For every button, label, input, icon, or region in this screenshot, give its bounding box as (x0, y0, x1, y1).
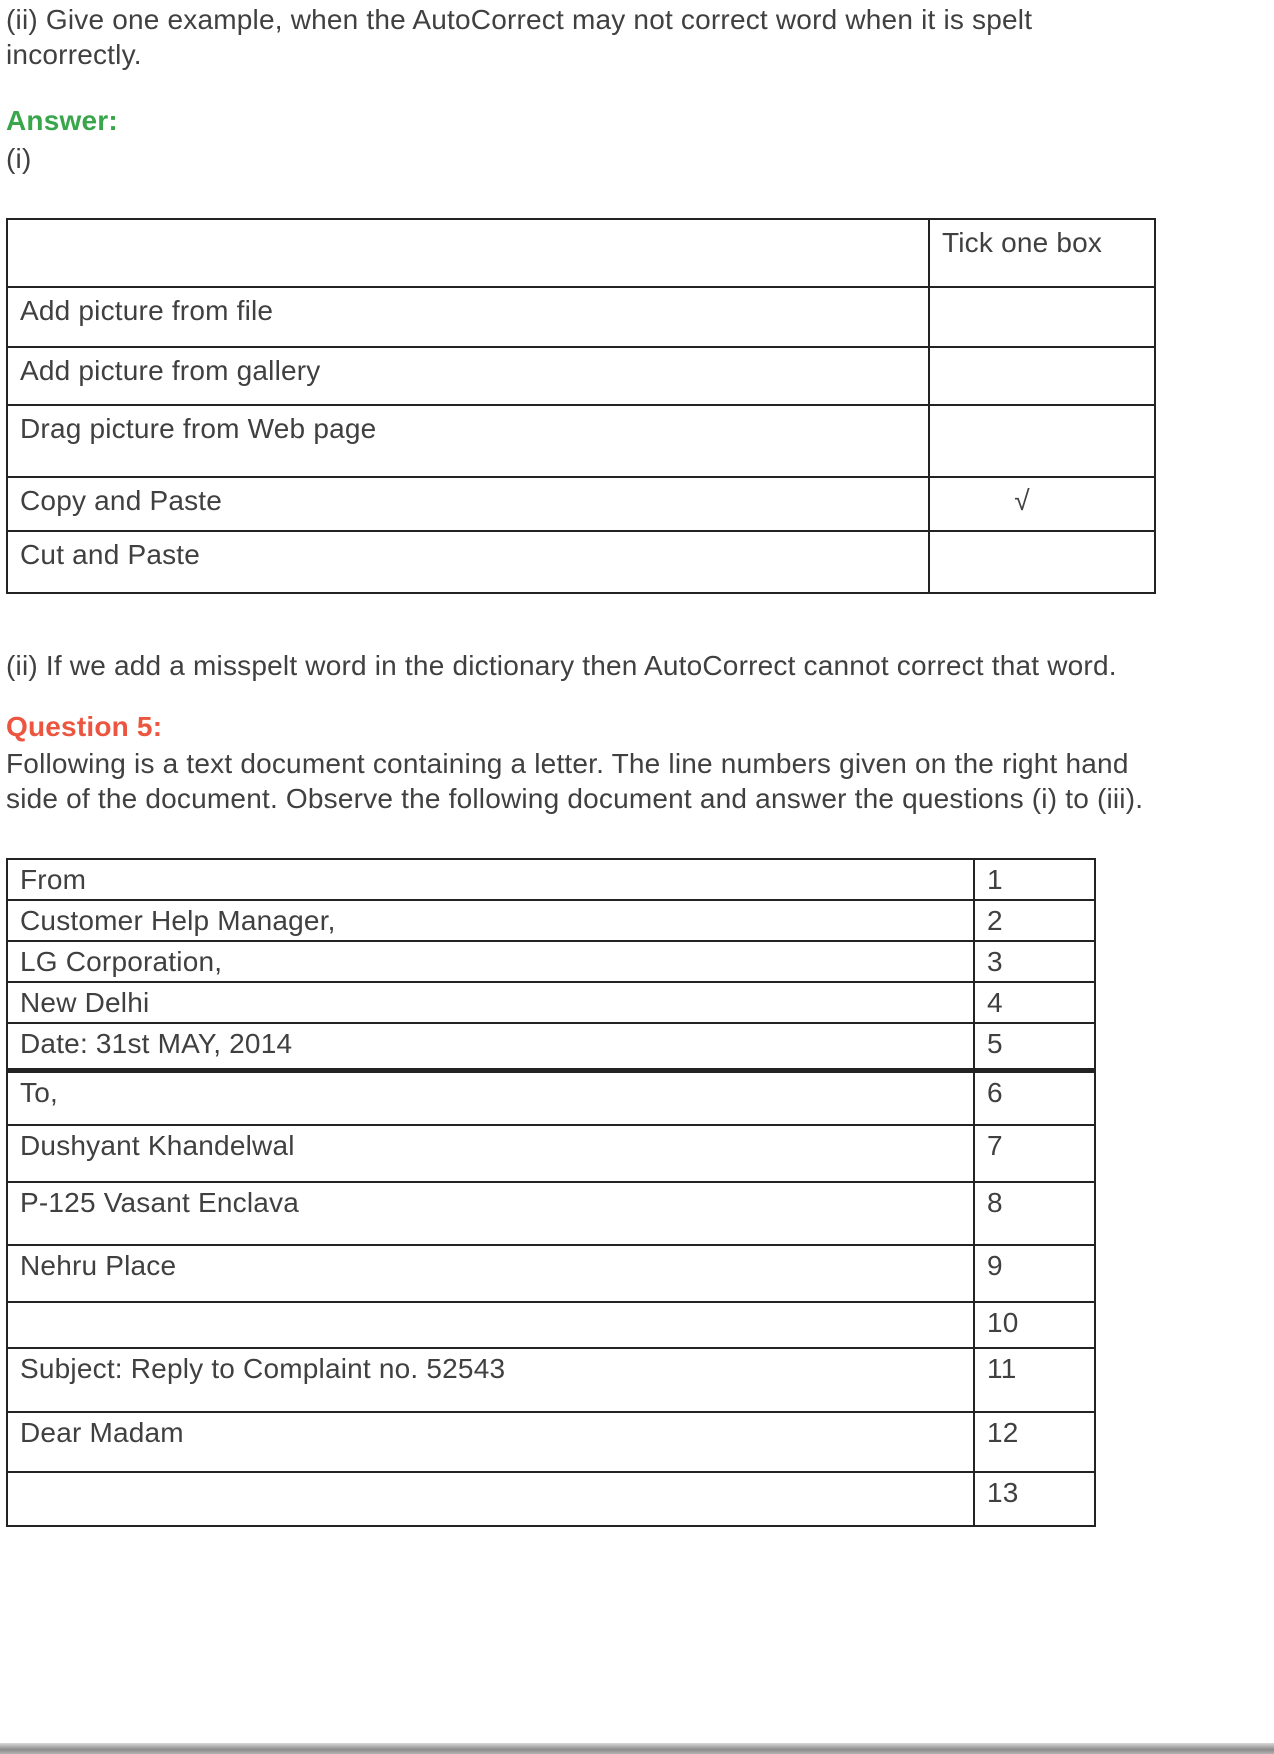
letter-line-text-cell: Subject: Reply to Complaint no. 52543 (7, 1348, 974, 1412)
letter-line-text-cell: Date: 31st MAY, 2014 (7, 1023, 974, 1070)
letter-line-text-cell: Customer Help Manager, (7, 900, 974, 941)
table-row (7, 1070, 1095, 1125)
letter-document-table (6, 858, 1096, 1527)
option-label-cell: Add picture from gallery (7, 347, 929, 405)
line-number-cell: 8 (974, 1182, 1095, 1245)
answer-item-i-label: (i) (6, 143, 32, 174)
question5-label: Question 5: (6, 711, 163, 742)
option-label-cell: Drag picture from Web page (7, 405, 929, 477)
table-row (7, 859, 1095, 900)
table-row (7, 1472, 1095, 1526)
option-label-cell: Copy and Paste (7, 477, 929, 531)
answer-label: Answer: (6, 105, 118, 136)
line-number-cell: 9 (974, 1245, 1095, 1302)
line-number-cell: 12 (974, 1412, 1095, 1472)
line-number-cell: 6 (974, 1070, 1095, 1125)
table-row (7, 405, 1155, 477)
tick-table-header-row (7, 219, 1155, 287)
table-row (7, 982, 1095, 1023)
letter-line-text-cell: Nehru Place (7, 1245, 974, 1302)
tick-table-header-cell: Tick one box (929, 219, 1155, 287)
letter-line-text-cell (7, 1472, 974, 1526)
line-number-cell: 4 (974, 982, 1095, 1023)
line-number-cell: 3 (974, 941, 1095, 982)
letter-line-text-cell: Dushyant Khandelwal (7, 1125, 974, 1182)
letter-line-text-cell: LG Corporation, (7, 941, 974, 982)
tick-box-cell (929, 287, 1155, 347)
table-row (7, 1302, 1095, 1348)
letter-line-text-cell: New Delhi (7, 982, 974, 1023)
tick-table-header-empty-cell (7, 219, 929, 287)
line-number-cell: 5 (974, 1023, 1095, 1070)
page-bottom-scan-edge (0, 1743, 1274, 1754)
table-row (7, 531, 1155, 593)
table-row (7, 287, 1155, 347)
line-number-cell: 1 (974, 859, 1095, 900)
tick-box-cell (929, 531, 1155, 593)
table-row (7, 477, 1155, 531)
question4-part-ii-text: (ii) Give one example, when the AutoCorrect may not correct word when it is spelt incorrectly. (6, 4, 1033, 70)
letter-line-text-cell: To, (7, 1070, 974, 1125)
tick-box-cell (929, 347, 1155, 405)
table-row (7, 1348, 1095, 1412)
option-label-cell: Add picture from file (7, 287, 929, 347)
line-number-cell: 2 (974, 900, 1095, 941)
line-number-cell: 7 (974, 1125, 1095, 1182)
tick-box-cell (929, 405, 1155, 477)
tick-options-table (6, 218, 1156, 594)
question5-text: Following is a text document containing a letter. The line numbers given on the right hand side of the document. Observe the following document and answer the questions (i) to (iii). (6, 748, 1144, 814)
table-row (7, 1412, 1095, 1472)
answer-item-ii-text: (ii) If we add a misspelt word in the dictionary then AutoCorrect cannot correct that word. (6, 650, 1117, 681)
letter-line-text-cell: P-125 Vasant Enclava (7, 1182, 974, 1245)
line-number-cell: 11 (974, 1348, 1095, 1412)
table-row (7, 1182, 1095, 1245)
table-row (7, 1245, 1095, 1302)
letter-line-text-cell: Dear Madam (7, 1412, 974, 1472)
line-number-cell: 13 (974, 1472, 1095, 1526)
tick-mark-cell: √ (929, 477, 1155, 531)
table-row (7, 941, 1095, 982)
table-row (7, 347, 1155, 405)
table-row (7, 900, 1095, 941)
letter-line-text-cell (7, 1302, 974, 1348)
letter-line-text-cell: From (7, 859, 974, 900)
line-number-cell: 10 (974, 1302, 1095, 1348)
table-row (7, 1023, 1095, 1070)
table-row (7, 1125, 1095, 1182)
option-label-cell: Cut and Paste (7, 531, 929, 593)
